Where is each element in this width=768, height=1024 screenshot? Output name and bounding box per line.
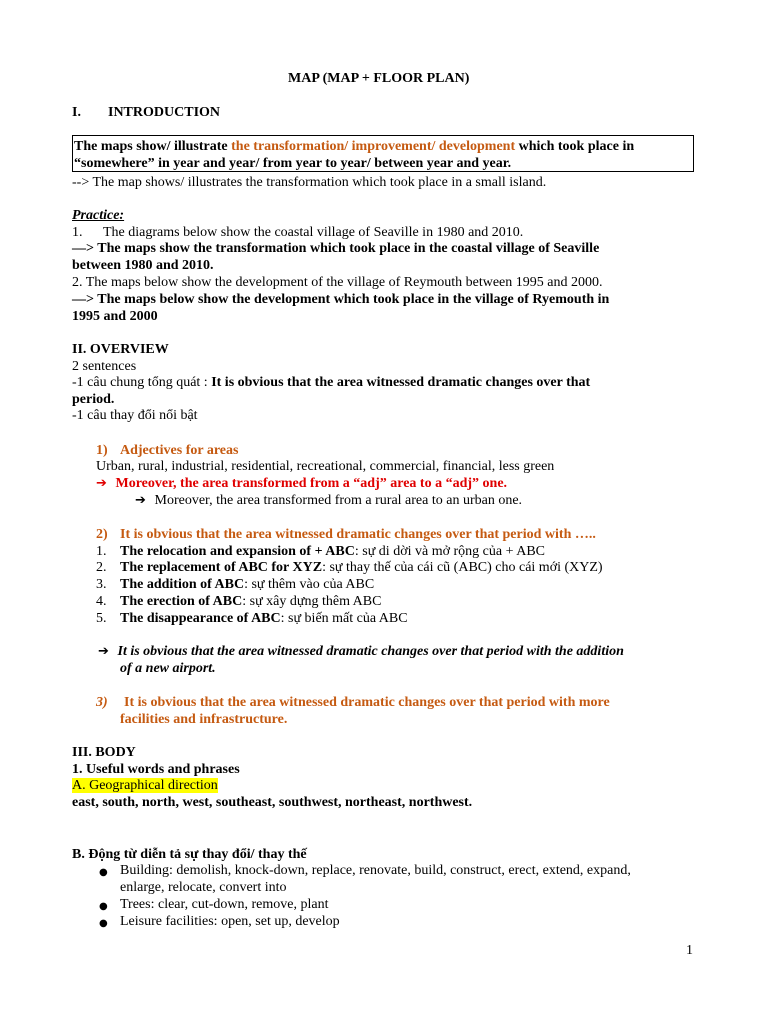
arrow-right-icon: ➔ [96,476,107,491]
changes-item-3-number: 3. [96,577,107,592]
changes-example-line2: of a new airport. [120,661,216,676]
changes-item-4: The erection of ABC: sự xây dựng thêm ABC [120,594,382,609]
changes-title: It is obvious that the area witnessed dramatic changes over that period with ….. [120,527,596,542]
adjectives-list: Urban, rural, industrial, residential, recreational, commercial, financial, less green [96,459,555,474]
practice-label: Practice: [72,208,125,223]
verbs-building-line2: enlarge, relocate, convert into [120,880,287,895]
overview-sentences: 2 sentences [72,359,137,374]
changes-item-5: The disappearance of ABC: sự biến mất của ABC [120,611,408,626]
verbs-building-line1: Building: demolish, knock-down, replace, renovate, build, construct, erect, extend, expand, [120,863,631,878]
practice-q2: 2. The maps below show the development of the village of Reymouth between 1995 and 2000. [72,275,603,290]
bullet-icon: ● [99,901,108,912]
body-heading: III. BODY [72,745,136,760]
useful-words-heading: 1. Useful words and phrases [72,762,240,777]
overview-line1: -1 câu chung tổng quát : It is obvious that the area witnessed dramatic changes over that [72,375,591,390]
arrow-icon: —> [72,241,94,256]
bullet-icon: ● [99,867,108,878]
verbs-trees: Trees: clear, cut-down, remove, plant [120,897,329,912]
changes-item-3: The addition of ABC: sự thêm vào của ABC [120,577,375,592]
arrow-icon: —> [72,292,94,307]
practice-q1-number: 1. [72,225,83,240]
bullet-icon: ● [99,918,108,929]
practice-a2-line2: 1995 and 2000 [72,309,158,324]
intro-template-line2: “somewhere” in year and year/ from year to year/ between year and year. [74,156,512,171]
arrow-right-icon: ➔ [135,493,146,508]
intro-template-line1: The maps show/ illustrate the transformation/ improvement/ development which took place in [74,139,635,154]
adjectives-title: Adjectives for areas [120,443,239,458]
page-number: 1 [686,943,693,958]
practice-a1-line1: —> The maps show the transformation which took place in the coastal village of Seaville [72,241,600,256]
practice-a1-line2: between 1980 and 2010. [72,258,214,273]
overview-heading: II. OVERVIEW [72,342,169,357]
changes-example-line1: ➔ It is obvious that the area witnessed dramatic changes over that period with the addition [98,644,624,659]
arrow-right-icon: ➔ [98,644,109,659]
practice-q1: The diagrams below show the coastal village of Seaville in 1980 and 2010. [103,225,524,240]
directions-list: east, south, north, west, southeast, southwest, northeast, northwest. [72,795,473,810]
intro-heading-number: I. [72,105,81,120]
changes-item-2: The replacement of ABC for XYZ: sự thay thế của cái cũ (ABC) cho cái mới (XYZ) [120,560,603,575]
infrastructure-line1: It is obvious that the area witnessed dramatic changes over that period with more [124,695,610,710]
changes-item-5-number: 5. [96,611,107,626]
practice-a2-line1: —> The maps below show the development which took place in the village of Ryemouth in [72,292,610,307]
infrastructure-number: 3) [96,695,108,710]
changes-item-2-number: 2. [96,560,107,575]
overview-line2: -1 câu thay đổi nổi bật [72,408,198,423]
geographical-direction-heading: A. Geographical direction [72,778,218,793]
changes-item-1-number: 1. [96,544,107,559]
infrastructure-line2: facilities and infrastructure. [120,712,288,727]
overview-line1-cont: period. [72,392,115,407]
verbs-heading: B. Động từ diễn tả sự thay đổi/ thay thế [72,847,307,862]
adjectives-number: 1) [96,443,108,458]
changes-item-4-number: 4. [96,594,107,609]
adjectives-template: ➔ Moreover, the area transformed from a “adj” area to a “adj” one. [96,476,508,491]
changes-item-1: The relocation and expansion of + ABC: sự di dời và mở rộng của + ABC [120,544,545,559]
changes-number: 2) [96,527,108,542]
page-title: MAP (MAP + FLOOR PLAN) [288,71,470,86]
intro-heading: INTRODUCTION [108,105,221,120]
adjectives-example: ➔ Moreover, the area transformed from a rural area to an urban one. [135,493,523,508]
verbs-leisure: Leisure facilities: open, set up, develop [120,914,340,929]
intro-example: --> The map shows/ illustrates the transformation which took place in a small island. [72,175,547,190]
